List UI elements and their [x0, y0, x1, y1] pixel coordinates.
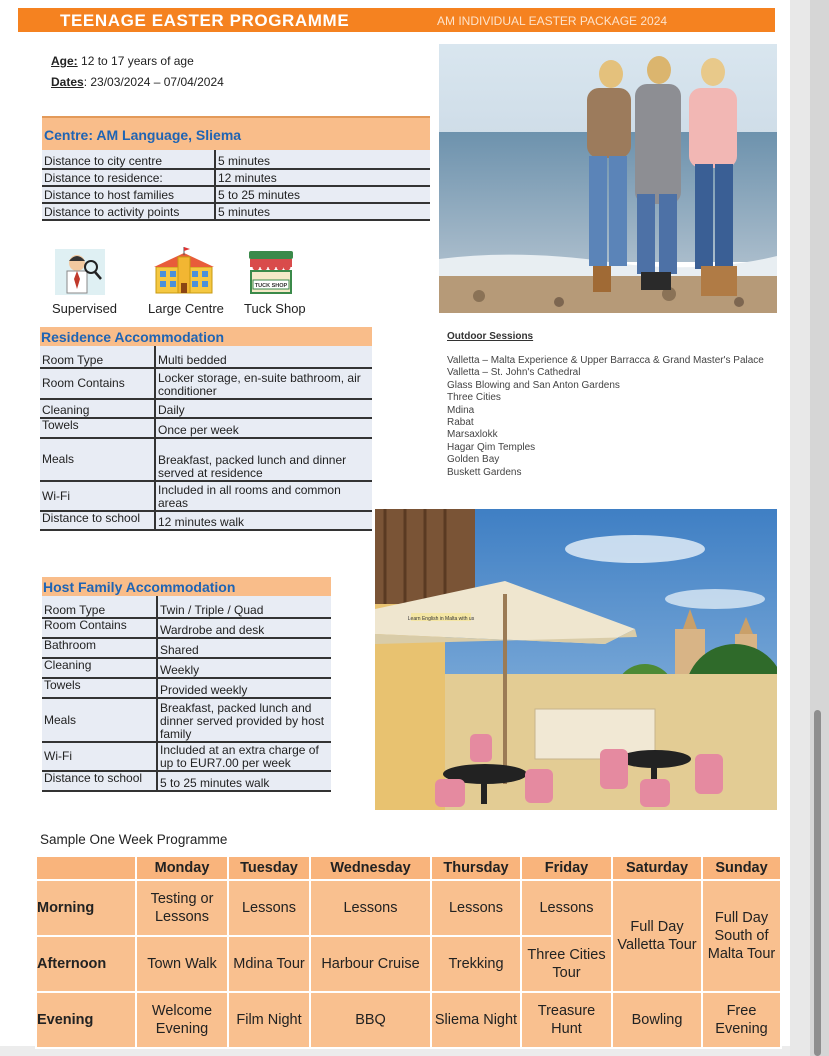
row-label-morning: Morning	[36, 880, 136, 936]
table-row	[40, 511, 372, 530]
table-key: Towels	[40, 418, 155, 438]
table-row	[42, 169, 430, 186]
table-key: Distance to city centre	[42, 150, 215, 169]
activity-cell: Lessons	[431, 880, 521, 936]
package-subtitle: AM INDIVIDUAL EASTER PACKAGE 2024	[437, 14, 668, 28]
supervisor-icon	[55, 249, 103, 295]
table-row	[42, 203, 430, 220]
activity-cell: Film Night	[228, 992, 310, 1048]
school-building-icon	[154, 247, 214, 293]
list-item: Marsaxlokk	[447, 429, 498, 441]
table-row	[42, 150, 430, 169]
activity-cell: Free Evening	[702, 992, 781, 1048]
table-row	[42, 742, 331, 771]
age-label: Age:	[51, 54, 78, 68]
residence-heading: Residence Accommodation	[41, 329, 225, 345]
day-header-sunday: Sunday	[702, 856, 781, 880]
day-header-thursday: Thursday	[431, 856, 521, 880]
table-key: Room Type	[42, 596, 157, 618]
table-row	[40, 346, 372, 368]
centre-heading: Centre: AM Language, Sliema	[44, 127, 242, 143]
list-item: Golden Bay	[447, 454, 500, 466]
row-label-afternoon: Afternoon	[36, 936, 136, 992]
outdoor-sessions-list	[447, 355, 777, 479]
tuck-shop-sign: TUCK SHOP	[254, 283, 288, 289]
table-key: Wi-Fi	[40, 481, 155, 511]
table-value: Included at an extra charge of up to EUR7.00 per week	[157, 742, 331, 771]
tuck-shop-icon	[247, 249, 295, 295]
table-key: Meals	[42, 698, 157, 742]
page-edge	[790, 0, 810, 1056]
host-family-heading: Host Family Accommodation	[43, 579, 236, 595]
dates-line	[51, 75, 224, 89]
activity-cell: Welcome Evening	[136, 992, 228, 1048]
list-item: Glass Blowing and San Anton Gardens	[447, 379, 620, 391]
header-corner-cell	[36, 856, 136, 880]
table-row	[42, 618, 331, 638]
table-row	[42, 186, 430, 203]
table-key: Distance to school	[42, 771, 157, 791]
feature-label-supervised: Supervised	[52, 301, 118, 316]
table-value: Once per week	[155, 418, 372, 438]
activity-cell-saturday-full-day: Full Day Valletta Tour	[612, 880, 702, 992]
weekly-programme-table	[35, 855, 782, 1049]
host-family-heading-bar	[42, 577, 331, 596]
table-key: Towels	[42, 678, 157, 698]
activity-cell: Treasure Hunt	[521, 992, 612, 1048]
feature-label-tuck-shop: Tuck Shop	[244, 301, 306, 316]
table-key: Distance to host families	[42, 186, 215, 203]
activity-cell: Testing or Lessons	[136, 880, 228, 936]
table-value: Breakfast, packed lunch and dinner served at residence	[155, 438, 372, 481]
list-item: Three Cities	[447, 392, 501, 404]
row-label-evening: Evening	[36, 992, 136, 1048]
dates-value: : 23/03/2024 – 07/04/2024	[83, 75, 224, 89]
table-value: Wardrobe and desk	[157, 618, 331, 638]
table-key: Room Contains	[40, 368, 155, 399]
day-header-saturday: Saturday	[612, 856, 702, 880]
table-key: Distance to activity points	[42, 203, 215, 220]
table-key: Distance to residence:	[42, 169, 215, 186]
list-item: Rabat	[447, 417, 474, 429]
programme-title: Sample One Week Programme	[40, 832, 228, 847]
feature-label-large-centre: Large Centre	[148, 301, 224, 316]
table-value: Twin / Triple / Quad	[157, 596, 331, 618]
day-header-tuesday: Tuesday	[228, 856, 310, 880]
activity-cell: Sliema Night	[431, 992, 521, 1048]
outdoor-sessions-title: Outdoor Sessions	[447, 331, 534, 342]
table-row	[40, 481, 372, 511]
host-family-table	[42, 596, 331, 792]
activity-cell: Mdina Tour	[228, 936, 310, 992]
table-value: Breakfast, packed lunch and dinner served provided by host family	[157, 698, 331, 742]
table-value: 12 minutes	[215, 169, 430, 186]
activity-cell-sunday-full-day: Full Day South of Malta Tour	[702, 880, 781, 992]
activity-cell: Lessons	[310, 880, 431, 936]
activity-cell: Trekking	[431, 936, 521, 992]
table-value: 12 minutes walk	[155, 511, 372, 530]
day-header-friday: Friday	[521, 856, 612, 880]
activity-cell: Three Cities Tour	[521, 936, 612, 992]
age-value: 12 to 17 years of age	[81, 54, 194, 68]
table-value: 5 to 25 minutes	[215, 186, 430, 203]
table-value: Shared	[157, 638, 331, 658]
activity-cell: Town Walk	[136, 936, 228, 992]
vertical-scrollbar[interactable]	[814, 710, 821, 1056]
activity-cell: Bowling	[612, 992, 702, 1048]
centre-heading-bar	[42, 116, 430, 150]
table-value: Locker storage, en-suite bathroom, air conditioner	[155, 368, 372, 399]
age-line	[51, 54, 194, 68]
table-row	[42, 698, 331, 742]
table-row	[42, 678, 331, 698]
table-value: Provided weekly	[157, 678, 331, 698]
activity-cell: Lessons	[521, 880, 612, 936]
three-girls-on-beach-photo	[439, 44, 777, 313]
day-header-wednesday: Wednesday	[310, 856, 431, 880]
activity-cell: Harbour Cruise	[310, 936, 431, 992]
table-key: Room Type	[40, 346, 155, 368]
table-key: Meals	[40, 438, 155, 481]
table-row	[36, 992, 781, 1048]
table-value: 5 minutes	[215, 150, 430, 169]
residence-table	[40, 346, 372, 531]
activity-cell: BBQ	[310, 992, 431, 1048]
table-value: Weekly	[157, 658, 331, 678]
document-title: TEENAGE EASTER PROGRAMME	[60, 11, 350, 30]
table-value: 5 minutes	[215, 203, 430, 220]
umbrella-text: Learn English in Malta with us	[407, 616, 475, 622]
residence-heading-bar	[40, 327, 372, 346]
activity-cell: Lessons	[228, 880, 310, 936]
table-row	[42, 638, 331, 658]
list-item: Mdina	[447, 404, 475, 416]
table-row	[40, 418, 372, 438]
table-row	[42, 658, 331, 678]
table-row	[40, 399, 372, 418]
list-item: Valletta – Malta Experience & Upper Barracca & Grand Master's Palace	[447, 355, 764, 366]
dates-label: Dates	[51, 75, 84, 89]
table-key: Bathroom	[42, 638, 157, 658]
table-value: Included in all rooms and common areas	[155, 481, 372, 511]
table-row	[36, 880, 781, 936]
list-item: Buskett Gardens	[447, 466, 522, 478]
table-key: Cleaning	[40, 399, 155, 418]
table-key: Distance to school	[40, 511, 155, 530]
centre-distance-table	[42, 150, 430, 221]
terrace-with-umbrella-photo	[375, 509, 777, 810]
list-item: Valletta – St. John's Cathedral	[447, 367, 581, 379]
table-key: Cleaning	[42, 658, 157, 678]
table-value: Multi bedded	[155, 346, 372, 368]
table-key: Wi-Fi	[42, 742, 157, 771]
table-key: Room Contains	[42, 618, 157, 638]
day-header-monday: Monday	[136, 856, 228, 880]
table-value: 5 to 25 minutes walk	[157, 771, 331, 791]
table-row	[36, 856, 781, 880]
list-item: Hagar Qim Temples	[447, 441, 536, 453]
table-row	[40, 438, 372, 481]
table-row	[42, 596, 331, 618]
table-row	[42, 771, 331, 791]
table-row	[40, 368, 372, 399]
table-value: Daily	[155, 399, 372, 418]
